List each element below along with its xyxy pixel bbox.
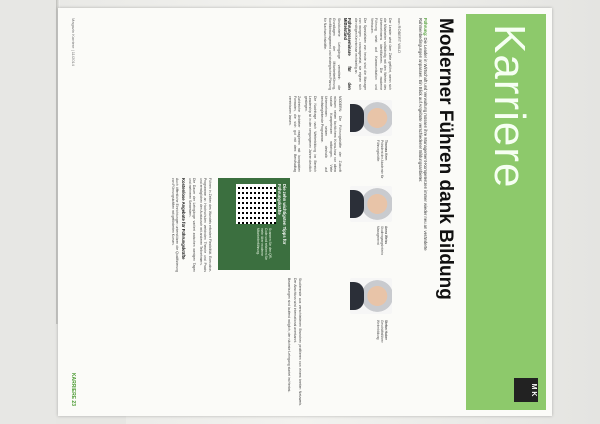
person-role: Präsident der Akademie für Führungskräfte <box>375 140 384 179</box>
article-headline: Moderner Führen dank Bildung <box>435 18 456 300</box>
section-banner <box>466 14 546 410</box>
qr-box-title: Die zehn wichtigsten Tipps für Führungskräfte <box>277 184 287 245</box>
magazine-page <box>58 8 552 416</box>
column-paragraph: Studierende aus verschiedenen Branchen profitieren von einem breiten Netzwerk. Der Abschluss wird international anerkannt. <box>293 278 302 406</box>
person-name: Thomas Kern <box>384 140 388 161</box>
column-subheading: Führungsseminare für den Mittelstand <box>342 18 353 90</box>
page-rotated-content <box>58 8 552 416</box>
portrait-photo-3 <box>350 278 392 314</box>
qr-code-icon[interactable] <box>236 184 276 224</box>
intro-tag: Führung: <box>423 18 428 37</box>
portrait-photo-1 <box>350 100 392 136</box>
column-paragraph: MODERN: Die Führungskräfte der Zukunft müssen neben fachlichem Know-how vor allem soziale Kompetenzen mitbringen. Viele Unternehmen setzen deshalb auf berufsbegleitende Programme. <box>319 96 342 172</box>
article-column-1 <box>92 18 392 90</box>
column-paragraph: Der Leader wird über Ziele geführt, wenn sich die Mitarbeiter vollständig mit den Werten des Unternehmens identifizieren. Die moderne Führung setzt auf Kommunikation und Vertrauen. <box>369 18 392 90</box>
portrait-suit <box>350 282 364 310</box>
column-paragraph: Bewerbungen sind laufend möglich, der nächste Lehrgang startet im Herbst. <box>286 278 291 393</box>
facing-page-edge <box>0 0 56 424</box>
article-column-3 <box>82 178 212 272</box>
portrait-caption-2 <box>375 226 388 266</box>
column-paragraph: Führen in Zeiten des Wandels erfordert Flexibilität. Executive-Programme an Hochschulen verbinden Theorie und Praxis und ermöglichen den Austausch mit anderen Teilnehmern. <box>198 178 212 272</box>
portrait-suit <box>350 104 364 132</box>
magazine-logo-text: M K <box>530 383 537 397</box>
portrait-photo-2 <box>350 186 392 222</box>
portrait-caption-1 <box>375 140 388 180</box>
qr-box-text: Scannen Sie den QR-Code und erfahren Sie mehr über moderne Mitarbeiterführung. <box>256 228 272 261</box>
page-number: KARRIERE 23 <box>70 372 76 406</box>
article-column-2 <box>92 96 342 172</box>
section-title: Karriere <box>485 24 534 189</box>
portrait-caption-3 <box>375 320 388 360</box>
column-subheading: Kostenlose Angebote für Führungskräfte <box>181 178 187 260</box>
column-paragraph: Zahlreiche Anbieter reagieren mit kompakten Formaten, die sich gut mit dem Berufsalltag vereinbaren lassen. <box>288 96 302 172</box>
column-paragraph: Strukturierte Lehrgänge vermitteln die Grundlagen der Mitarbeiterführung, Konfliktmanagement und strategischen Planung für Nachwuchskräfte. <box>323 18 342 90</box>
intro-text: Die Leader in Wirtschaft und Verwaltung müssen ihre Management-Kompetenzen immer wieder neu an veränderte Rahmenbedingungen anpassen. Ein Blick auf Angebote verschiedener Bildungsanbieter. <box>417 18 428 251</box>
magazine-logo <box>514 378 538 402</box>
column-paragraph: Die Nachfrage nach Weiterbildung im Bereich Leadership ist in den vergangenen Jahren deutlich gestiegen. <box>303 96 318 172</box>
page-footer: Magazin Karriere | 11/2014 <box>71 18 76 66</box>
column-paragraph: Die Dauer der Lehrgänge variiert zwischen wenigen Tagen und mehreren Semestern. <box>187 178 197 272</box>
qr-info-box <box>218 178 290 270</box>
portrait-suit <box>350 190 364 218</box>
column-paragraph: Auch öffentliche Einrichtungen unterstützen die Qualifizierung von Führungskräften mit geförderten Kursen. <box>170 178 180 272</box>
column-paragraph: Die Spezialisten von heute sind die Manager von morgen – vorausgesetzt, sie eignen sich die nötigen Kenntnisse rechtzeitig an. <box>353 18 368 90</box>
person-name: Anna Weiss <box>384 226 388 245</box>
article-column-4 <box>82 278 302 406</box>
person-name: Stefan Huber <box>384 320 388 340</box>
article-intro <box>417 18 428 278</box>
person-role: Studiengangsleiterin Management <box>375 226 384 255</box>
article-byline: von ROBERT WILD <box>397 18 402 54</box>
person-role: Geschäftsführer Weiterbildung <box>375 320 384 343</box>
